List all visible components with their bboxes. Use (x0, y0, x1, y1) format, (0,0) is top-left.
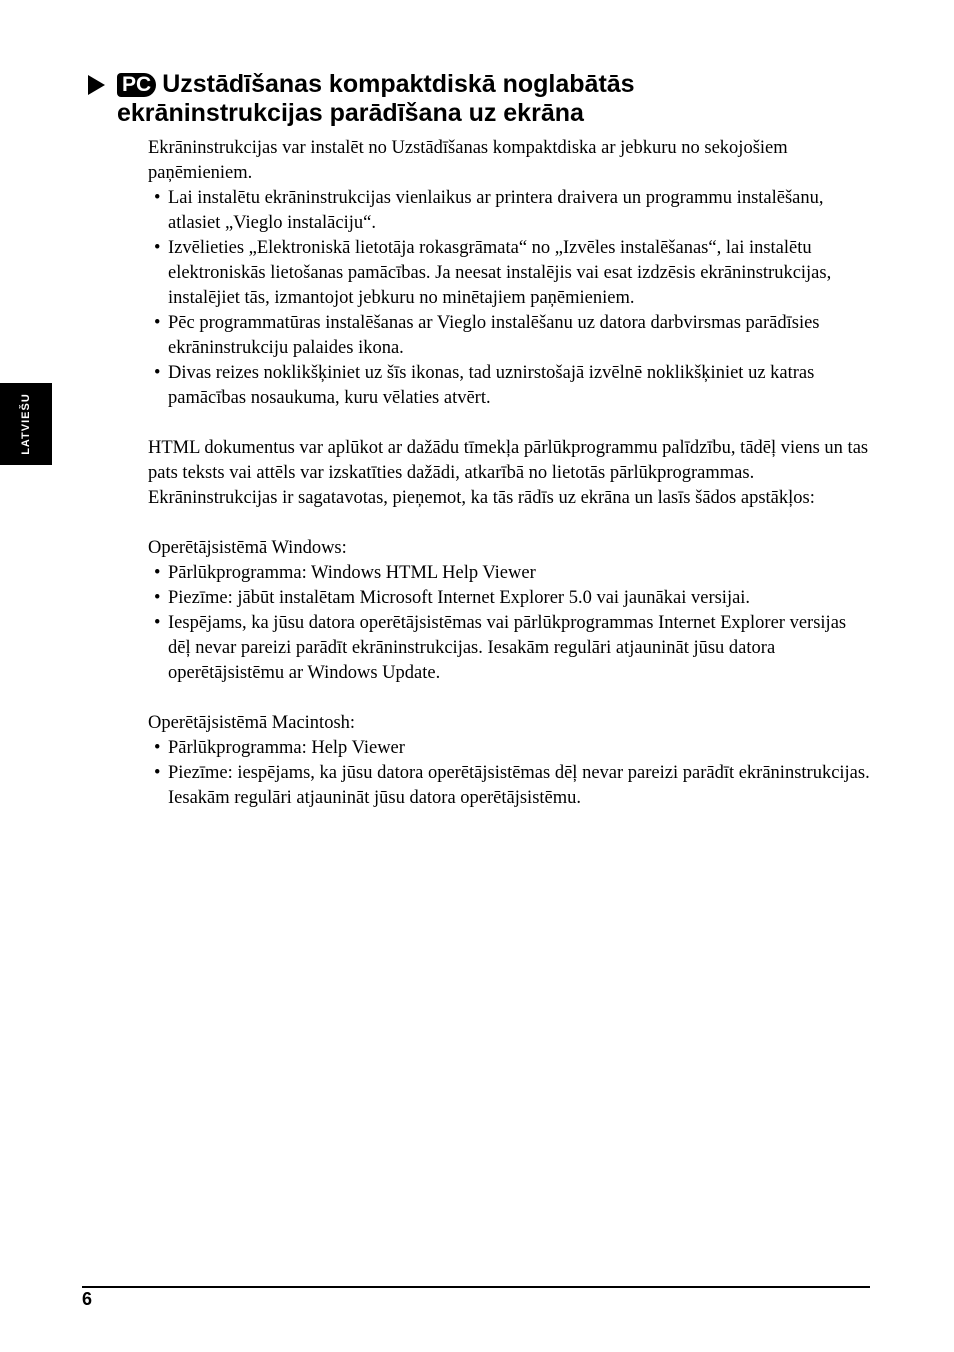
list-item: • Iespējams, ka jūsu datora operētājsistēmas vai pārlūkprogrammas Internet Explorer versijas dēļ nevar pareizi parādīt ekrāninstrukcijas. Iesakām regulāri atjaunināt jūsu datora operētājsistēmu ar Windows Update. (148, 611, 872, 686)
triangle-arrow-icon (88, 75, 105, 95)
heading-line-1: Uzstādīšanas kompaktdiskā noglabātās (162, 70, 635, 98)
install-methods-list (148, 186, 872, 411)
list-item: • Izvēlieties „Elektroniskā lietotāja rokasgrāmata“ no „Izvēles instalēšanas“, lai instalētu elektroniskās lietošanas pamācības. Ja neesat instalējis vai esat izdzēsis ekrāninstrukcijas, instalējiet tās, izmantojot jebkuru no minētajiem paņēmieniem. (148, 236, 872, 311)
pc-badge-icon: PC (117, 73, 156, 97)
list-item: • Pārlūkprogramma: Help Viewer (148, 736, 872, 761)
windows-requirements-list (148, 561, 872, 686)
section-heading (88, 70, 888, 128)
list-item: • Pēc programmatūras instalēšanas ar Vieglo instalēšanu uz datora darbvirsmas parādīsies ekrāninstrukciju palaides ikona. (148, 311, 872, 361)
list-item: • Divas reizes noklikšķiniet uz šīs ikonas, tad uznirstošajā izvēlnē noklikšķiniet uz katras pamācības nosaukuma, kuru vēlaties atvērt. (148, 361, 872, 411)
list-item: • Piezīme: iespējams, ka jūsu datora operētājsistēmas dēļ nevar pareizi parādīt ekrāninstrukcijas. Iesakām regulāri atjaunināt jūsu datora operētājsistēmu. (148, 761, 872, 811)
html-note-paragraph: HTML dokumentus var aplūkot ar dažādu tīmekļa pārlūkprogrammu palīdzību, tādēļ viens un tas pats teksts vai attēls var izskatīties dažādi, atkarībā no lietotās pārlūkprogrammas. Ekrāninstrukcijas ir sagatavotas, pieņemot, ka tās rādīs uz ekrāna un lasīs šādos apstākļos: (148, 438, 869, 508)
language-side-tab (0, 383, 52, 465)
windows-section-title: Operētājsistēmā Windows: (148, 538, 347, 558)
page-number: 6 (82, 1289, 93, 1309)
heading-line-2: ekrāninstrukcijas parādīšana uz ekrāna (117, 99, 584, 127)
spacer (148, 686, 872, 711)
list-item: • Piezīme: jābūt instalētam Microsoft Internet Explorer 5.0 vai jaunākai versijai. (148, 586, 872, 611)
main-content (148, 136, 872, 811)
intro-paragraph: Ekrāninstrukcijas var instalēt no Uzstādīšanas kompaktdiska ar jebkuru no sekojošiem paņēmieniem. (148, 138, 788, 183)
heading-line-1-row (88, 70, 888, 99)
spacer (148, 511, 872, 536)
macintosh-requirements-list (148, 736, 872, 811)
list-item: • Lai instalētu ekrāninstrukcijas vienlaikus ar printera draivera un programmu instalēšanu, atlasiet „Vieglo instalāciju“. (148, 186, 872, 236)
language-tab-label: LATVIEŠU (20, 393, 32, 455)
footer-divider (82, 1286, 870, 1288)
list-item: • Pārlūkprogramma: Windows HTML Help Viewer (148, 561, 872, 586)
spacer (148, 411, 872, 436)
macintosh-section-title: Operētājsistēmā Macintosh: (148, 713, 356, 733)
